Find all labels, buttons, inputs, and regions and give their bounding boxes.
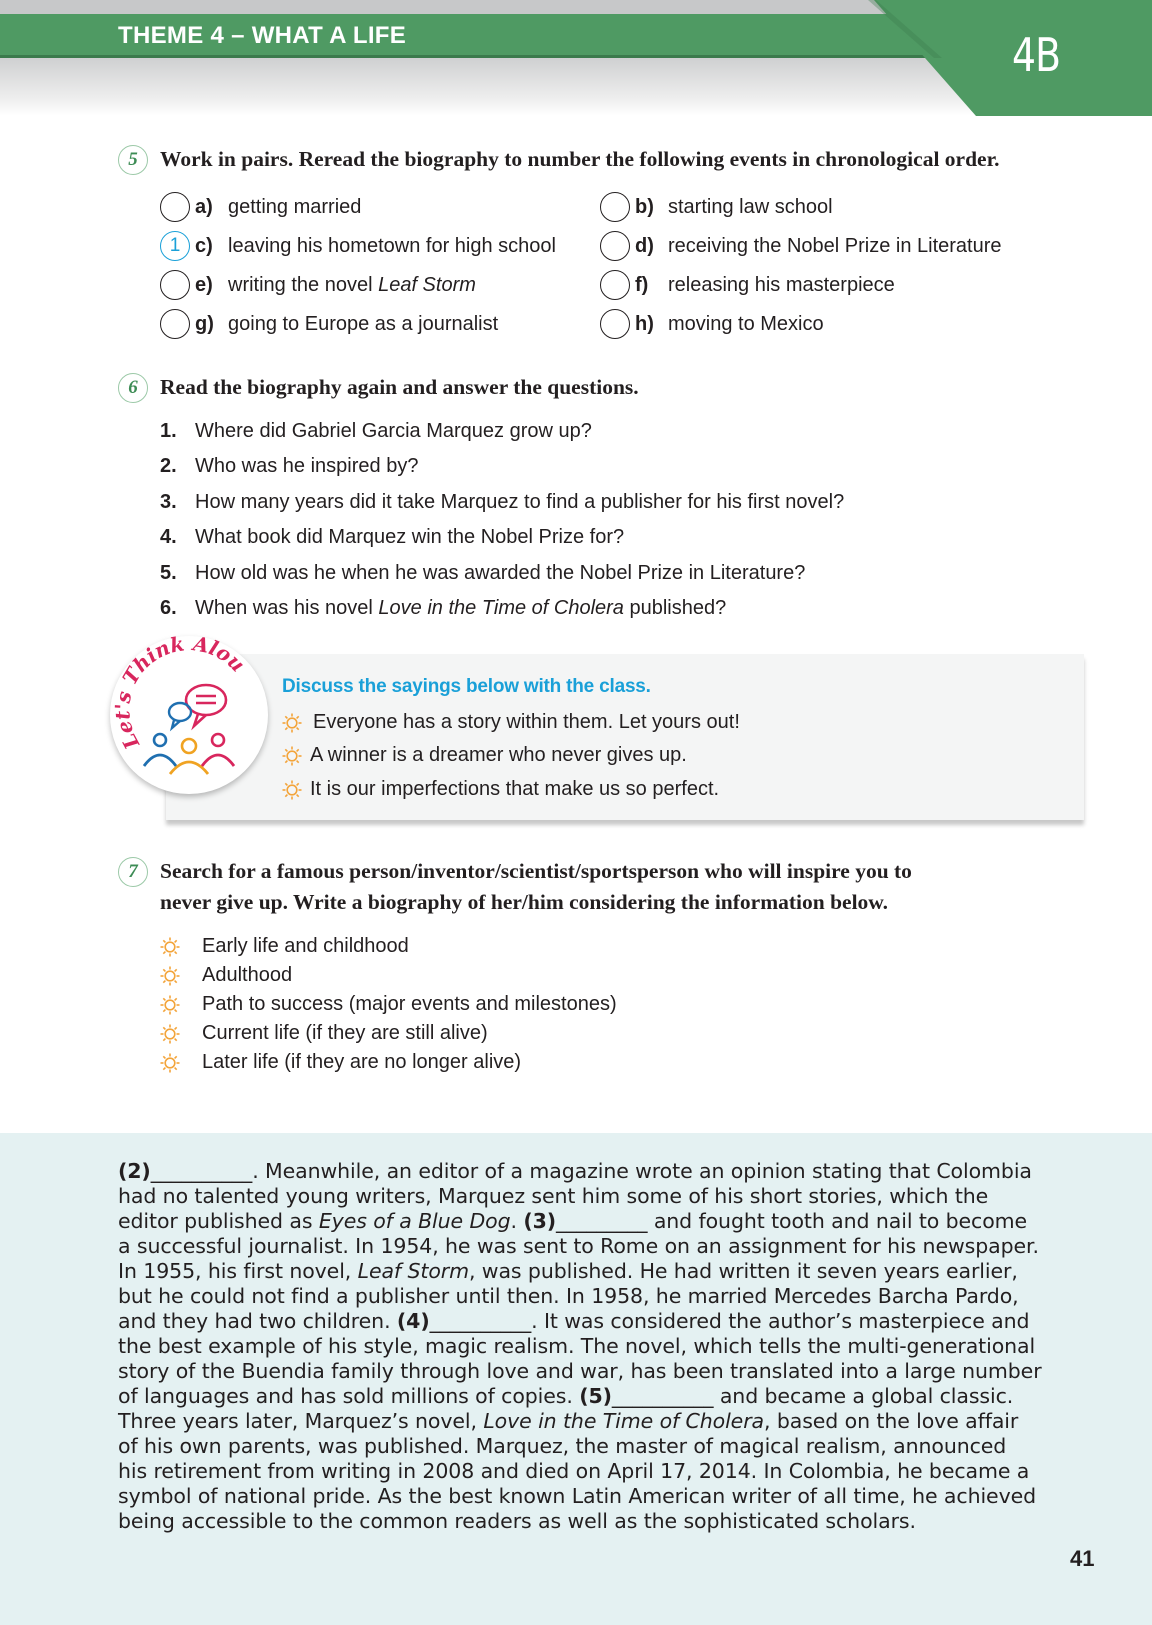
saying-text: A winner is a dreamer who never gives up. bbox=[310, 744, 687, 766]
topic-text: Path to success (major events and milestones) bbox=[202, 993, 617, 1015]
topic-bullet-4 bbox=[160, 1022, 488, 1045]
question-text: Where did Gabriel Garcia Marquez grow up? bbox=[195, 420, 592, 442]
think-aloud-logo-icon bbox=[110, 636, 268, 794]
sun-bullet-icon bbox=[160, 966, 180, 986]
sun-bullet-icon bbox=[282, 780, 302, 800]
event-d bbox=[600, 229, 1002, 263]
passage-text: but he could not find a publisher until then. In 1958, he married Mercedes Barcha Pardo, bbox=[118, 1284, 1019, 1308]
exercise-7-instruction-line1: Search for a famous person/inventor/scientist/sportsperson who will inspire you to bbox=[160, 859, 912, 883]
event-g bbox=[160, 307, 498, 341]
passage-line bbox=[118, 1459, 1058, 1484]
event-f bbox=[600, 268, 895, 302]
question-number: 2. bbox=[160, 455, 177, 477]
unit-code: 4B bbox=[1012, 28, 1061, 82]
passage-text: a successful journalist. In 1954, he was sent to Rome on an assignment for his newspaper. bbox=[118, 1234, 1039, 1258]
sun-bullet-icon bbox=[160, 995, 180, 1015]
question-3 bbox=[160, 491, 844, 514]
exercise-7-number: 7 bbox=[118, 857, 148, 887]
think-aloud-heading: Discuss the sayings below with the class. bbox=[282, 676, 651, 697]
event-a bbox=[160, 190, 361, 224]
passage-line bbox=[118, 1509, 1058, 1534]
sun-bullet-icon bbox=[160, 1024, 180, 1044]
sun-bullet-icon bbox=[160, 937, 180, 957]
header-gradient bbox=[0, 58, 1000, 116]
event-b bbox=[600, 190, 833, 224]
question-number: 6. bbox=[160, 597, 177, 619]
exercise-7-instruction-line2: never give up. Write a biography of her/him considering the information below. bbox=[160, 890, 889, 914]
passage-text: the best example of his style, magic realism. The novel, which tells the multi-generational bbox=[118, 1334, 1036, 1358]
topic-bullet-1 bbox=[160, 935, 409, 958]
event-letter: f) bbox=[635, 273, 649, 296]
sun-bullet-icon bbox=[160, 1053, 180, 1073]
question-number: 4. bbox=[160, 526, 177, 548]
passage-text: , based on the love affair bbox=[764, 1409, 1019, 1433]
question-text: Who was he inspired by? bbox=[195, 455, 419, 477]
blank-number: (4) bbox=[396, 1309, 430, 1333]
book-title: Leaf Storm bbox=[357, 1259, 469, 1283]
question-text: How old was he when he was awarded the Nobel Prize in Literature? bbox=[195, 562, 806, 584]
passage-line bbox=[118, 1484, 1058, 1509]
passage-text: __________ and became a global classic. bbox=[611, 1384, 1014, 1408]
sun-bullet-icon bbox=[282, 713, 302, 733]
book-title: Eyes of a Blue Dog bbox=[318, 1209, 511, 1233]
blank-number: (2) bbox=[118, 1159, 151, 1183]
saying-2 bbox=[282, 744, 687, 767]
passage-text: _________ and fought tooth and nail to become bbox=[556, 1209, 1028, 1233]
passage-line bbox=[118, 1184, 1058, 1209]
passage-line bbox=[118, 1309, 1058, 1334]
question-text bbox=[195, 597, 726, 620]
question-text-plain: When was his novel bbox=[195, 597, 379, 619]
answer-circle-g[interactable] bbox=[160, 309, 190, 339]
topic-text: Current life (if they are still alive) bbox=[202, 1022, 488, 1044]
question-text: How many years did it take Marquez to find a publisher for his first novel? bbox=[195, 491, 845, 513]
event-h bbox=[600, 307, 824, 341]
passage-text: his retirement from writing in 2008 and died on April 17, 2014. In Colombia, he became a bbox=[118, 1459, 1030, 1483]
saying-1 bbox=[282, 711, 740, 734]
event-letter: e) bbox=[195, 273, 213, 296]
event-c bbox=[160, 229, 556, 263]
topic-bullet-2 bbox=[160, 964, 292, 987]
passage-text: , was published. He had written it seven years earlier, bbox=[468, 1259, 1018, 1283]
topic-text: Early life and childhood bbox=[202, 935, 409, 957]
passage-line bbox=[118, 1284, 1058, 1309]
page-number: 41 bbox=[1070, 1546, 1095, 1571]
event-letter: a) bbox=[195, 195, 213, 218]
passage-text: __________. Meanwhile, an editor of a magazine wrote an opinion stating that Colombia bbox=[150, 1159, 1032, 1183]
think-aloud-badge bbox=[110, 636, 268, 794]
event-letter: c) bbox=[195, 234, 213, 257]
passage-text: editor published as bbox=[118, 1209, 319, 1233]
event-text: moving to Mexico bbox=[668, 312, 824, 335]
answer-circle-f[interactable] bbox=[600, 270, 630, 300]
question-5 bbox=[160, 562, 805, 585]
passage-text: story of the Buendia family through love and war, has been translated into a large number bbox=[118, 1359, 1042, 1383]
event-letter: d) bbox=[635, 234, 654, 257]
blank-number: (5) bbox=[579, 1384, 612, 1408]
event-text: getting married bbox=[228, 195, 362, 218]
passage-line bbox=[118, 1209, 1058, 1234]
event-text bbox=[228, 274, 476, 297]
question-text: What book did Marquez win the Nobel Prize for? bbox=[195, 526, 625, 548]
passage-text: Three years later, Marquez’s novel, bbox=[118, 1409, 484, 1433]
exercise-6-instruction: Read the biography again and answer the questions. bbox=[160, 375, 639, 399]
event-letter: g) bbox=[195, 312, 214, 335]
passage-line bbox=[118, 1359, 1058, 1384]
passage-line bbox=[118, 1334, 1058, 1359]
unit-tab-shape bbox=[860, 0, 1152, 118]
question-text-plain: published? bbox=[623, 597, 727, 619]
passage-line bbox=[118, 1234, 1058, 1259]
event-letter: b) bbox=[635, 195, 654, 218]
passage-text: of languages and has sold millions of copies. bbox=[118, 1384, 580, 1408]
exercise-5-instruction: Work in pairs. Reread the biography to number the following events in chronological order. bbox=[160, 147, 1000, 171]
answer-circle-a[interactable] bbox=[160, 192, 190, 222]
question-number: 5. bbox=[160, 562, 177, 584]
passage-line bbox=[118, 1434, 1058, 1459]
passage-text: being accessible to the common readers as well as the sophisticated scholars. bbox=[118, 1509, 916, 1533]
exercise-6-number: 6 bbox=[118, 373, 148, 403]
answer-circle-d[interactable] bbox=[600, 231, 630, 261]
question-number: 3. bbox=[160, 491, 177, 513]
exercise-5-number: 5 bbox=[118, 145, 148, 175]
question-6 bbox=[160, 597, 726, 620]
saying-text: It is our imperfections that make us so perfect. bbox=[310, 778, 720, 800]
page-header bbox=[0, 0, 1152, 120]
passage-line bbox=[118, 1409, 1058, 1434]
event-letter: h) bbox=[635, 312, 654, 335]
answer-circle-c[interactable]: 1 bbox=[160, 231, 190, 261]
passage-text: and they had two children. bbox=[118, 1309, 397, 1333]
topic-bullet-5 bbox=[160, 1051, 521, 1074]
think-aloud-badge-text: Let's Think Alou bbox=[110, 636, 250, 754]
biography-passage bbox=[118, 1159, 1058, 1534]
passage-text: In 1955, his first novel, bbox=[118, 1259, 358, 1283]
novel-title: Love in the Time of Cholera bbox=[378, 597, 624, 619]
book-title: Love in the Time of Cholera bbox=[483, 1409, 764, 1433]
event-text: receiving the Nobel Prize in Literature bbox=[668, 234, 1002, 257]
question-number: 1. bbox=[160, 420, 177, 442]
question-4 bbox=[160, 526, 624, 549]
topic-text: Later life (if they are no longer alive) bbox=[202, 1051, 522, 1073]
topic-bullet-3 bbox=[160, 993, 617, 1016]
theme-title: THEME 4 – WHAT A LIFE bbox=[118, 22, 407, 49]
passage-text: symbol of national pride. As the best known Latin American writer of all time, he achieved bbox=[118, 1484, 1037, 1508]
passage-line bbox=[118, 1259, 1058, 1284]
passage-text: had no talented young writers, Marquez sent him some of his short stories, which the bbox=[118, 1184, 989, 1208]
answer-circle-e[interactable] bbox=[160, 270, 190, 300]
event-text: releasing his masterpiece bbox=[668, 273, 895, 296]
event-text: starting law school bbox=[668, 195, 833, 218]
novel-title: Leaf Storm bbox=[378, 273, 476, 296]
blank-number: (3) bbox=[523, 1209, 557, 1233]
event-text: leaving his hometown for high school bbox=[228, 234, 556, 257]
answer-circle-h[interactable] bbox=[600, 309, 630, 339]
event-e bbox=[160, 268, 476, 302]
passage-text: __________. It was considered the author’s masterpiece and bbox=[429, 1309, 1030, 1333]
saying-text: Everyone has a story within them. Let yours out! bbox=[313, 711, 740, 733]
answer-circle-b[interactable] bbox=[600, 192, 630, 222]
saying-3 bbox=[282, 778, 719, 801]
event-text: going to Europe as a journalist bbox=[228, 312, 499, 335]
question-1 bbox=[160, 420, 592, 443]
passage-line bbox=[118, 1159, 1058, 1184]
passage-text: of his own parents, was published. Marquez, the master of magical realism, announced bbox=[118, 1434, 1007, 1458]
question-2 bbox=[160, 455, 418, 478]
sun-bullet-icon bbox=[282, 746, 302, 766]
passage-text: . bbox=[510, 1209, 524, 1233]
event-text-plain: writing the novel bbox=[228, 273, 379, 296]
passage-line bbox=[118, 1384, 1058, 1409]
topic-text: Adulthood bbox=[202, 964, 293, 986]
svg-text:Let's Think Aloud bbox=[110, 636, 250, 754]
